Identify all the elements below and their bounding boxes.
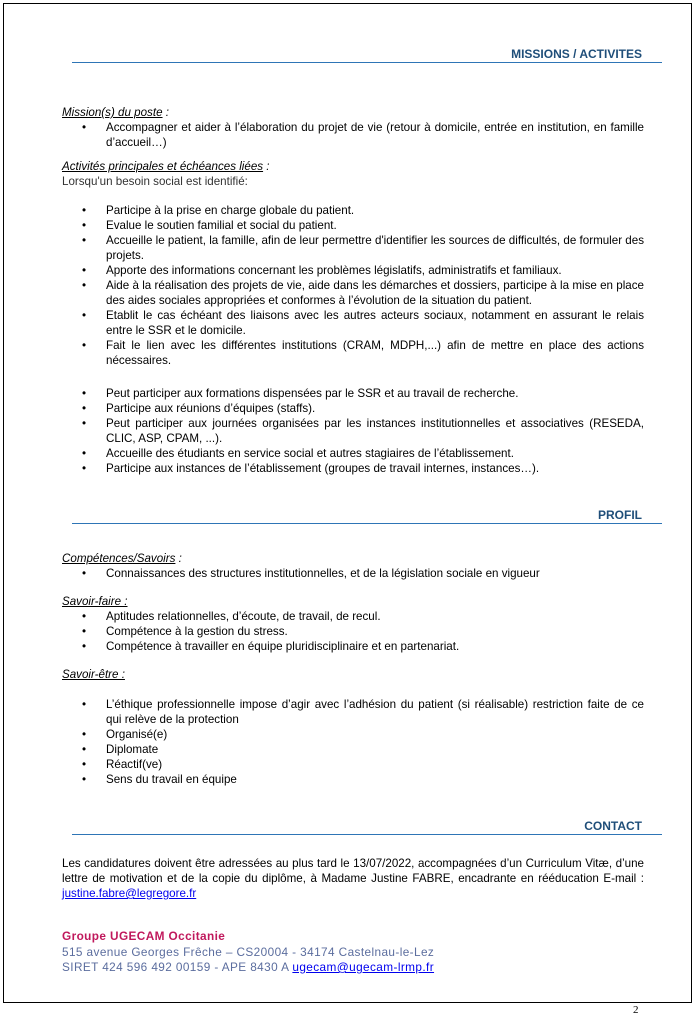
organization-siret: SIRET 424 596 492 00159 - APE 8430 A ugecam@ugecam-lrmp.fr [62,960,435,974]
list-item-text: Apporte des informations concernant les problèmes législatifs, administratifs et familiaux. [106,264,562,277]
savoir-etre-heading: Savoir-être : [62,668,125,681]
list-item-text: Peut participer aux journées organisées par les instances institutionnelles et associatives (RESEDA, CLIC, ASP, CPAM, ...). [106,417,644,445]
list-item-text: Accueille le patient, la famille, afin de leur permettre d'identifier les sources de difficultés, de formuler des projets. [106,234,644,262]
bullet-icon: • [82,698,87,711]
section-divider [72,834,662,835]
list-item [62,727,644,742]
list-item [62,233,644,263]
list-item [62,401,644,416]
list-item [62,609,644,624]
savoir-faire-list [62,609,644,654]
bullet-icon: • [82,402,87,415]
list-item-text: Evalue le soutien familial et social du patient. [106,219,337,232]
list-item [62,757,644,772]
list-item [62,416,644,446]
organization-email-link[interactable]: ugecam@ugecam-lrmp.fr [292,960,435,974]
list-item-text: Compétence à travailler en équipe pluridisciplinaire et en partenariat. [106,640,460,653]
list-item [62,338,644,368]
bullet-icon: • [82,625,87,638]
bullet-icon: • [82,567,87,580]
bullet-icon: • [82,309,87,322]
bullet-icon: • [82,204,87,217]
bullet-icon: • [82,758,87,771]
page-number: 2 [633,1004,639,1016]
bullet-icon: • [82,339,87,352]
list-item [62,461,644,476]
bullet-icon: • [82,417,87,430]
list-item-text: Participe aux réunions d’équipes (staffs). [106,402,316,415]
section-title-profil: PROFIL [598,508,642,522]
bullet-icon: • [82,640,87,653]
list-item-text: L’éthique professionnelle impose d’agir avec l’adhésion du patient (si réalisable) restriction faite de ce qui relève de la protection [106,698,644,726]
contact-paragraph [62,856,644,901]
list-item-text: Aptitudes relationnelles, d’écoute, de travail, de recul. [106,610,381,623]
competences-list [62,566,644,581]
list-item [62,697,644,727]
list-item-text: Réactif(ve) [106,758,163,771]
mission-list [62,120,644,150]
bullet-icon: • [82,234,87,247]
bullet-icon: • [82,121,87,134]
list-item [62,446,644,461]
section-divider [72,523,662,524]
list-item [62,772,644,787]
list-item-text: Participe aux instances de l’établissement (groupes de travail internes, instances…). [106,462,540,475]
bullet-icon: • [82,387,87,400]
bullet-icon: • [82,219,87,232]
section-title-contact: CONTACT [584,819,642,833]
list-item-text: Accompagner et aider à l’élaboration du projet de vie (retour à domicile, entrée en institution, en famille d’accueil…) [106,121,644,149]
activities-list-secondary [62,386,644,476]
list-item-text: Participe à la prise en charge globale du patient. [106,204,355,217]
savoir-faire-heading: Savoir-faire : [62,595,128,608]
bullet-icon: • [82,279,87,292]
bullet-icon: • [82,447,87,460]
bullet-icon: • [82,743,87,756]
list-item [62,624,644,639]
activities-intro: Lorsqu'un besoin social est identifié: [62,175,248,188]
section-divider [72,62,662,63]
organization-address: 515 avenue Georges Frêche – CS20004 - 34174 Castelnau-le-Lez [62,944,435,959]
list-item-text: Accueille des étudiants en service social et autres stagiaires de l’établissement. [106,447,514,460]
missions-section [62,105,644,476]
list-item-text: Etablit le cas échéant des liaisons avec les autres acteurs sociaux, notamment en assurant le relais entre le SSR et le domicile. [106,309,644,337]
list-item-text: Compétence à la gestion du stress. [106,625,288,638]
list-item [62,639,644,654]
list-item [62,308,644,338]
list-item-text: Fait le lien avec les différentes institutions (CRAM, MDPH,...) afin de mettre en place des actions nécessaires. [106,339,644,367]
list-item-text: Connaissances des structures institutionnelles, et de la législation sociale en vigueur [106,567,540,580]
list-item [62,742,644,757]
bullet-icon: • [82,773,87,786]
list-item [62,386,644,401]
list-item-text: Peut participer aux formations dispensées par le SSR et au travail de recherche. [106,387,519,400]
list-item [62,203,644,218]
savoir-etre-list [62,697,644,787]
bullet-icon: • [82,610,87,623]
list-item [62,566,644,581]
activities-heading: Activités principales et échéances liées : [62,160,270,173]
mission-heading: Mission(s) du poste : [62,106,169,119]
bullet-icon: • [82,264,87,277]
list-item-text: Aide à la réalisation des projets de vie, aide dans les démarches et dossiers, participe à la mise en place des aides sociales appropriées et conformes à l’évolution de la situation du patient. [106,279,644,307]
activities-list [62,203,644,368]
bullet-icon: • [82,462,87,475]
competences-heading: Compétences/Savoirs : [62,552,182,565]
section-title-missions: MISSIONS / ACTIVITES [511,47,642,61]
footer [62,929,434,976]
list-item-text: Diplomate [106,743,159,756]
list-item [62,120,644,150]
profil-section [62,551,644,787]
contact-email-link[interactable]: justine.fabre@legregore.fr [62,887,197,900]
organization-name: Groupe UGECAM Occitanie [62,929,226,943]
list-item-text: Organisé(e) [106,728,168,741]
bullet-icon: • [82,728,87,741]
list-item [62,218,644,233]
list-item [62,278,644,308]
list-item-text: Sens du travail en équipe [106,773,237,786]
contact-text: Les candidatures doivent être adressées au plus tard le 13/07/2022, accompagnées d’un Curriculum Vitæ, d’une lettre de motivation et de la copie du diplôme, à Madame Justine FABRE, encadrante en rééducation E-mail : [62,857,644,885]
list-item [62,263,644,278]
